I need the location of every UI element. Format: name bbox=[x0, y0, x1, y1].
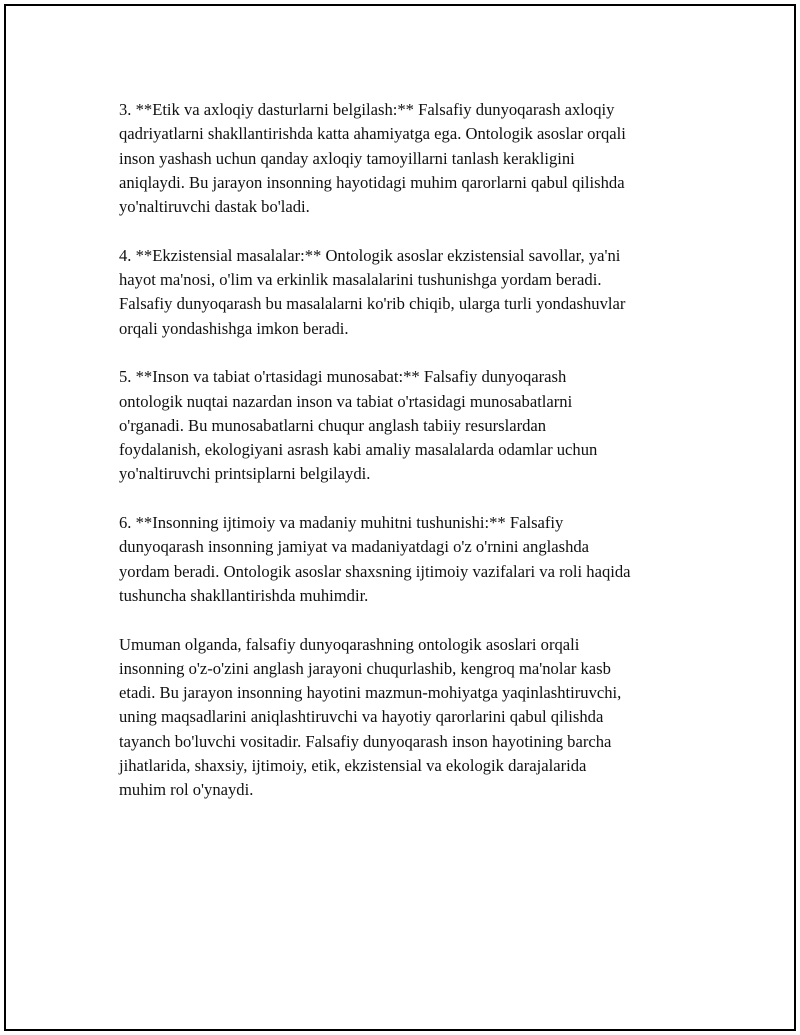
paragraph-social-cultural: 6. **Insonning ijtimoiy va madaniy muhitni tushunishi:** Falsafiy dunyoqarash insonning jamiyat va madaniyatdagi o'z o'rnini anglashda yordam beradi. Ontologik asoslar shaxsning ijtimoiy vazifalari va roli haqida tushuncha shakllantirishda muhimdir. bbox=[119, 513, 631, 605]
paragraph-ethics: 3. **Etik va axloqiy dasturlarni belgilash:** Falsafiy dunyoqarash axloqiy qadriyatlarni shakllantirishda katta ahamiyatga ega. Ontologik asoslar orqali inson yashash uchun qanday axloqiy tamoyillarni tanlash kerakligini aniqlaydi. Bu jarayon insonning hayotidagi muhim qarorlarni qabul qilishda yo'naltiruvchi dastak bo'ladi. bbox=[119, 100, 626, 217]
document-body bbox=[119, 98, 699, 827]
paragraph-human-nature: 5. **Inson va tabiat o'rtasidagi munosabat:** Falsafiy dunyoqarash ontologik nuqtai nazardan inson va tabiat o'rtasidagi munosabatlarni o'rganadi. Bu munosabatlarni chuqur anglash tabiiy resurslardan foydalanish, ekologiyani asrash kabi amaliy masalalarda odamlar uchun yo'naltiruvchi printsiplarni belgilaydi. bbox=[119, 367, 598, 484]
paragraph-conclusion: Umuman olganda, falsafiy dunyoqarashning ontologik asoslari orqali insonning o'z-o'zini anglash jarayoni chuqurlashib, kengroq ma'nolar kasb etadi. Bu jarayon insonning hayotini mazmun-mohiyatga yaqinlashtiruvchi, uning maqsadlarini aniqlashtiruvchi va hayotiy qarorlarini qabul qilishda tayanch bo'luvchi vositadir. Falsafiy dunyoqarash inson hayotining barcha jihatlarida, shaxsiy, ijtimoiy, etik, ekzistensial va ekologik darajalarida muhim rol o'ynaydi. bbox=[119, 634, 622, 800]
paragraph-existential: 4. **Ekzistensial masalalar:** Ontologik asoslar ekzistensial savollar, ya'ni hayot ma'nosi, o'lim va erkinlik masalalarini tushunishga yordam beradi. Falsafiy dunyoqarash bu masalalarni ko'rib chiqib, ularga turli yondashuvlar orqali yondashishga imkon beradi. bbox=[119, 245, 626, 338]
page-frame bbox=[4, 4, 796, 1031]
